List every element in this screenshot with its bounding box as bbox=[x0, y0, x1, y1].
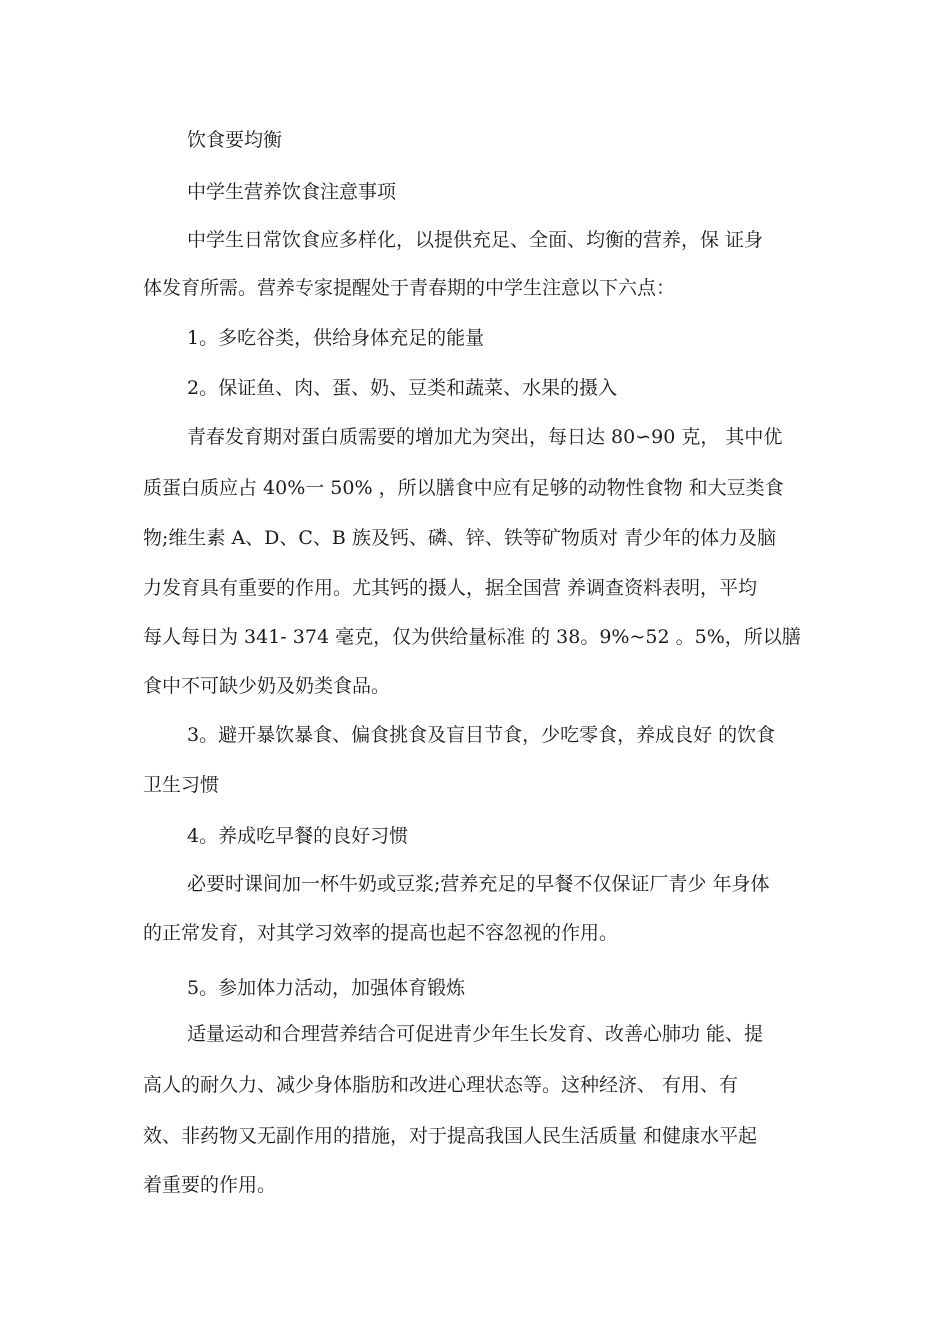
paragraph-line: 质蛋白质应占 40%一 50% ，所以膳食中应有足够的动物性食物 和大豆类食 bbox=[143, 477, 784, 499]
list-item: 5。参加体力活动，加强体育锻炼 bbox=[187, 977, 466, 999]
paragraph-line: 体发育所需。营养专家提醒处于青春期的中学生注意以下六点： bbox=[143, 277, 676, 299]
list-item: 2。保证鱼、肉、蛋、奶、豆类和蔬菜、水果的摄入 bbox=[187, 377, 618, 399]
paragraph-line: 食中不可缺少奶及奶类食品。 bbox=[143, 675, 391, 697]
section-heading: 中学生营养饮食注意事项 bbox=[187, 181, 397, 203]
document-title: 饮食要均衡 bbox=[187, 129, 283, 151]
paragraph-line: 中学生日常饮食应多样化，以提供充足、全面、均衡的营养，保 证身 bbox=[187, 229, 764, 251]
paragraph-line: 着重要的作用。 bbox=[143, 1174, 277, 1196]
paragraph-line: 青春发育期对蛋白质需要的增加尤为突出，每日达 80∽90 克， 其中优 bbox=[187, 426, 783, 448]
paragraph-line: 必要时课间加一杯牛奶或豆浆;营养充足的早餐不仅保证厂青少 年身体 bbox=[187, 873, 770, 895]
paragraph-line: 卫生习惯 bbox=[143, 774, 220, 796]
paragraph-line: 效、非药物又无副作用的措施，对于提高我国人民生活质量 和健康水平起 bbox=[143, 1125, 758, 1147]
paragraph-line: 高人的耐久力、减少身体脂肪和改进心理状态等。这种经济、 有用、有 bbox=[143, 1074, 739, 1096]
paragraph-line: 力发育具有重要的作用。尤其钙的摄人，据全国营 养调查资料表明，平均 bbox=[143, 577, 758, 599]
paragraph-line: 的正常发育，对其学习效率的提高也起不容忽视的作用。 bbox=[143, 922, 619, 944]
list-item: 3。避开暴饮暴食、偏食挑食及盲目节食，少吃零食，养成良好 的饮食 bbox=[187, 724, 776, 746]
paragraph-line: 适量运动和合理营养结合可促进青少年生长发育、改善心肺功 能、提 bbox=[187, 1023, 764, 1045]
paragraph-line: 物;维生素 A、D、C、B 族及钙、磷、锌、铁等矿物质对 青少年的体力及脑 bbox=[143, 527, 776, 549]
list-item: 1。多吃谷类，供给身体充足的能量 bbox=[187, 327, 485, 349]
list-item: 4。养成吃早餐的良好习惯 bbox=[187, 825, 409, 847]
paragraph-line: 每人每日为 341- 374 毫克，仅为供给量标准 的 38。9%~52 。5%，所以膳 bbox=[143, 626, 801, 648]
